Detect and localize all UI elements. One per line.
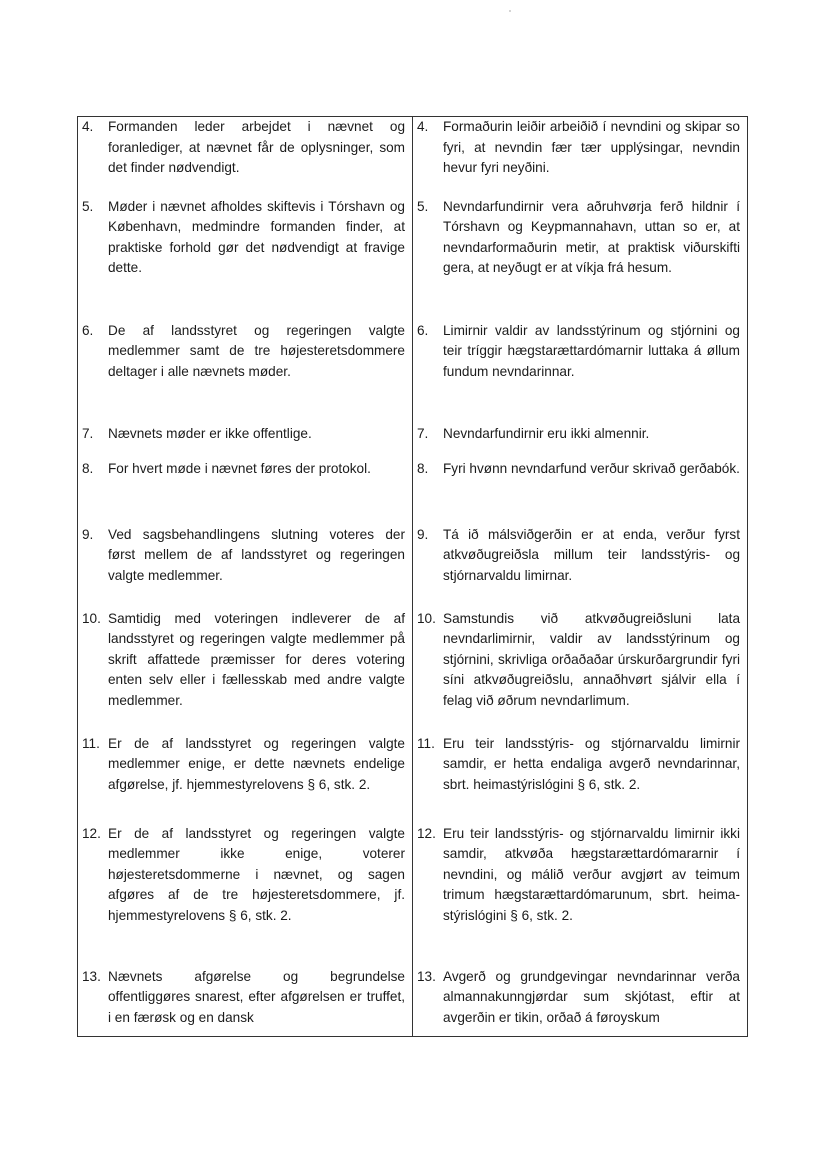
item-text: Formaðurin leiðir arbeiðið í nevndini og skipar so fyri, at nevndin fær tær upplýsingar, nevndin hevur fyri neyðini.	[443, 119, 740, 175]
item-number: 7.	[417, 425, 429, 441]
item-number: 8.	[417, 460, 429, 476]
scan-speck	[509, 10, 511, 12]
table-row	[78, 117, 748, 197]
table-row	[78, 967, 748, 1037]
item-text: Nevndarfundirnir eru ikki almennir.	[443, 425, 650, 441]
item-text: Samstundis við atkvøðugreiðsluni lata nevndarlimirnir, valdir av landsstýrinum og stjórnini, skrivliga orðaðaðar úrskurðargrundir fyri síni atkvøðugreiðslu, annaðhvørt sjálvir ella í felag við øðrum nevndarlimum.	[443, 610, 740, 708]
item-text: Tá ið málsviðgerðin er at enda, verður fyrst atkvøðugreiðsla millum teir landsstýris- og stjórnarvaldu limirnar.	[443, 526, 740, 583]
item-number: 10.	[82, 610, 101, 626]
item-number: 13.	[82, 968, 101, 984]
item-text: Er de af landsstyret og regeringen valgte medlemmer ikke enige, voterer højesteretsdommerne i nævnet, og sagen afgøres af de tre højesteretsdommere, jf. hjemmestyrelovens § 6, stk. 2.	[108, 825, 405, 923]
faroese-cell	[413, 424, 748, 459]
danish-cell	[78, 424, 413, 459]
item-number: 5.	[82, 198, 94, 214]
danish-cell	[78, 197, 413, 321]
danish-cell	[78, 824, 413, 967]
faroese-cell	[413, 734, 748, 824]
item-text: For hvert møde i nævnet føres der protokol.	[108, 460, 371, 476]
item-text: Avgerð og grundgevingar nevndarinnar verða almannakunngjørdar sum skjótast, eftir at avgerðin er tikin, orðað á føroyskum	[443, 968, 740, 1025]
table-row	[78, 459, 748, 525]
danish-cell	[78, 967, 413, 1037]
item-number: 11.	[82, 735, 100, 751]
item-number: 9.	[82, 526, 94, 542]
item-text: Møder i nævnet afholdes skiftevis i Tórshavn og København, medmindre formanden finder, at praktiske forhold gør det nødvendigt at fravige dette.	[108, 198, 405, 275]
faroese-cell	[413, 525, 748, 609]
danish-cell	[78, 525, 413, 609]
table-row	[78, 734, 748, 824]
item-number: 11.	[417, 735, 435, 751]
faroese-cell	[413, 824, 748, 967]
table-row	[78, 321, 748, 424]
danish-cell	[78, 609, 413, 734]
item-number: 6.	[417, 322, 429, 338]
item-text: Eru teir landsstýris- og stjórnarvaldu limirnir ikki samdir, atkvøða hægstarættardómararnir í nevndini, og málið verður avgjørt av teimum trimum hægstarættardómarunum, sbrt. heima-stýrislógini § 6, stk. 2.	[443, 825, 740, 923]
table-row	[78, 525, 748, 609]
item-number: 9.	[417, 526, 429, 542]
item-number: 4.	[417, 119, 429, 134]
item-text: Limirnir valdir av landsstýrinum og stjórnini og teir tríggir hægstarættardómarnir luttaka á øllum fundum nevndarinnar.	[443, 322, 740, 379]
item-text: Formanden leder arbejdet i nævnet og foranlediger, at nævnet får de oplysninger, som det finder nødvendigt.	[108, 119, 405, 175]
danish-cell	[78, 734, 413, 824]
item-text: Samtidig med voteringen indleverer de af landsstyret og regeringen valgte medlemmer på skrift affattede præmisser for deres votering enten selv eller i fællesskab med andre valgte medlemmer.	[108, 610, 405, 708]
item-text: Nevndarfundirnir vera aðruhvørja ferð hildnir í Tórshavn og Keypmannahavn, uttan so er, at nevndarformaðurin metir, at praktisk viðurskifti gera, at neyðugt er at víkja frá hesum.	[443, 198, 740, 275]
table-row	[78, 609, 748, 734]
item-text: Eru teir landsstýris- og stjórnarvaldu limirnir samdir, er hetta endaliga avgerð nevndarinnar, sbrt. heimastýrislógini § 6, stk. 2.	[443, 735, 740, 792]
item-number: 10.	[417, 610, 436, 626]
table-row	[78, 824, 748, 967]
faroese-cell	[413, 321, 748, 424]
item-number: 4.	[82, 119, 94, 134]
table-row	[78, 197, 748, 321]
item-number: 6.	[82, 322, 94, 338]
item-number: 8.	[82, 460, 94, 476]
item-text: Ved sagsbehandlingens slutning voteres der først mellem de af landsstyret og regeringen valgte medlemmer.	[108, 526, 405, 583]
item-number: 5.	[417, 198, 429, 214]
item-text: Er de af landsstyret og regeringen valgte medlemmer enige, er dette nævnets endelige afgørelse, jf. hjemmestyrelovens § 6, stk. 2.	[108, 735, 405, 792]
bilingual-table	[77, 116, 748, 1037]
item-number: 12.	[417, 825, 436, 841]
danish-cell	[78, 117, 413, 197]
faroese-cell	[413, 197, 748, 321]
faroese-cell	[413, 967, 748, 1037]
danish-cell	[78, 459, 413, 525]
item-number: 13.	[417, 968, 436, 984]
faroese-cell	[413, 117, 748, 197]
table-row	[78, 424, 748, 459]
faroese-cell	[413, 609, 748, 734]
faroese-cell	[413, 459, 748, 525]
item-text: Nævnets møder er ikke offentlige.	[108, 425, 312, 441]
item-text: De af landsstyret og regeringen valgte medlemmer samt de tre højesteretsdommere deltager i alle nævnets møder.	[108, 322, 405, 379]
item-number: 7.	[82, 425, 94, 441]
danish-cell	[78, 321, 413, 424]
item-text: Fyri hvønn nevndarfund verður skrivað gerðabók.	[443, 460, 740, 476]
item-text: Nævnets afgørelse og begrundelse offentliggøres snarest, efter afgørelsen er truffet, i en færøsk og en dansk	[108, 968, 405, 1025]
item-number: 12.	[82, 825, 101, 841]
